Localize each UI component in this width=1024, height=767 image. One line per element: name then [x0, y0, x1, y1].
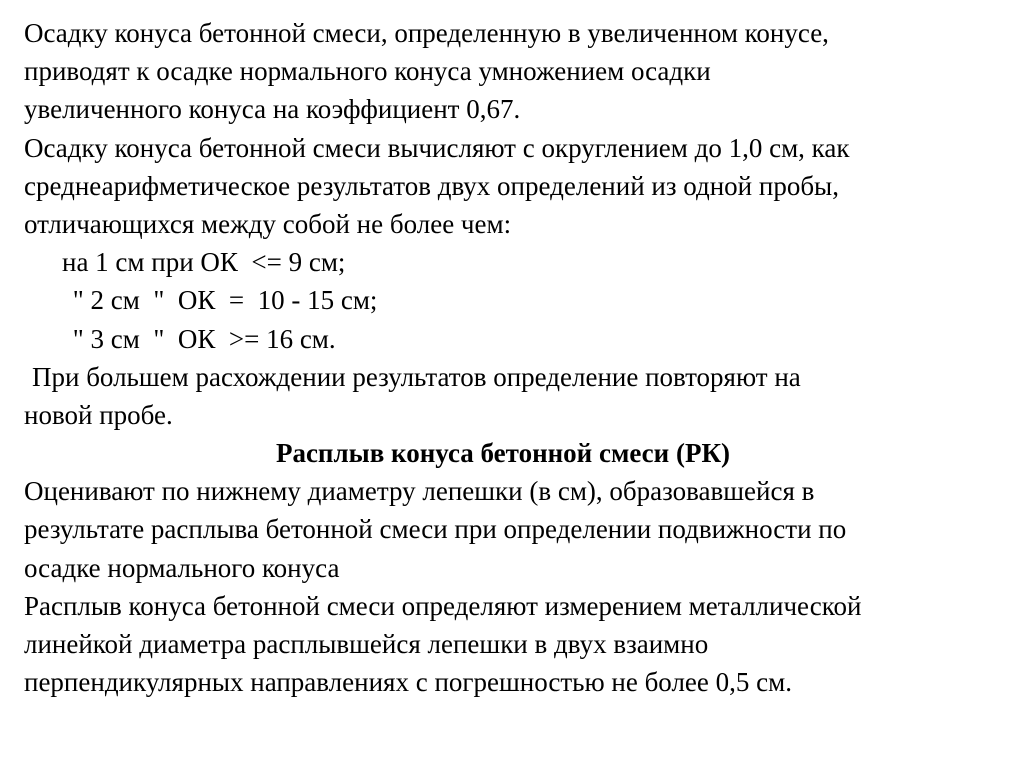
tolerance-item: " 3 см " ОК >= 16 см. [66, 323, 336, 354]
text-line: среднеарифметическое результатов двух определений из одной пробы, [24, 170, 839, 201]
paragraph-enlarged-cone-conversion [24, 14, 1004, 129]
text-line: результате расплыва бетонной смеси при определении подвижности по [24, 514, 847, 545]
text-line: перпендикулярных направлениях с погрешностью не более 0,5 см. [24, 667, 792, 698]
text-line: отличающихся между собой не более чем: [24, 208, 512, 239]
paragraph-spread-estimation [24, 472, 1004, 587]
tolerance-list [24, 243, 1004, 358]
paragraph-spread-measurement [24, 587, 1004, 702]
text-line: новой пробе. [24, 399, 173, 430]
paragraph-slump-rounding [24, 129, 1004, 244]
text-line: Осадку конуса бетонной смеси вычисляют с округлением до 1,0 см, как [24, 132, 850, 163]
text-line: приводят к осадке нормального конуса умножением осадки [24, 56, 711, 87]
text-line: увеличенного конуса на коэффициент 0,67. [24, 94, 521, 125]
tolerance-item: на 1 см при ОК <= 9 см; [62, 247, 346, 278]
text-line: Расплыв конуса бетонной смеси определяют измерением металлической [24, 590, 862, 621]
document-body [24, 14, 1004, 701]
tolerance-item: " 2 см " ОК = 10 - 15 см; [66, 285, 378, 316]
text-line: При большем расхождении результатов определение повторяют на [32, 361, 801, 392]
text-line: линейкой диаметра расплывшейся лепешки в двух взаимно [24, 629, 709, 659]
paragraph-repeat-test [24, 358, 1004, 434]
text-line: Оценивают по нижнему диаметру лепешки (в см), образовавшейся в [24, 476, 815, 507]
section-title: Расплыв конуса бетонной смеси (РК) [275, 438, 731, 469]
text-line: Осадку конуса бетонной смеси, определенную в увеличенном конусе, [24, 18, 829, 48]
text-line: осадке нормального конуса [24, 552, 340, 583]
